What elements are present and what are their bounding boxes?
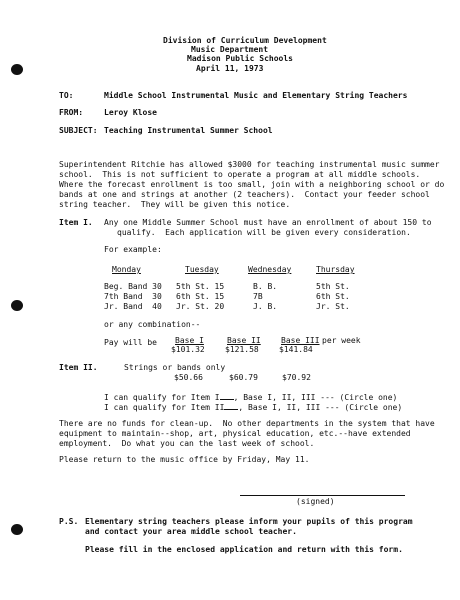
closing-line-2: equipment to maintain--shop, art, physical education, etc.--have extended: [59, 429, 411, 438]
item2-pay-base1: $50.66: [174, 373, 203, 382]
punch-hole-top: [11, 64, 23, 75]
base1-heading: Base I: [175, 336, 204, 345]
item1-line-2: qualify. Each application will be given every consideration.: [117, 228, 411, 237]
punch-hole-middle: [11, 300, 23, 311]
ps-label: P.S.: [59, 517, 79, 526]
pay-label: Pay will be: [104, 338, 157, 347]
intro-line-5: string teacher. They will be given this notice.: [59, 200, 291, 209]
row3-wednesday: J. B.: [253, 302, 278, 311]
from-value: Leroy Klose: [104, 108, 157, 117]
item2-line-1: Strings or bands only: [124, 363, 226, 372]
combination-note: or any combination--: [104, 320, 201, 329]
header-school: Madison Public Schools: [187, 54, 293, 63]
qualify-item2-text: I can qualify for Item II: [104, 403, 225, 412]
row3-tuesday: Jr. St. 20: [176, 302, 225, 311]
base2-heading: Base II: [227, 336, 261, 345]
closing-line-1: There are no funds for clean-up. No other departments in the system that have: [59, 419, 435, 428]
row1-wednesday: B. B.: [253, 282, 278, 291]
item1-pay-base3: $141.84: [279, 345, 313, 354]
to-label: TO:: [59, 91, 74, 100]
item2-pay-base2: $60.79: [229, 373, 258, 382]
intro-line-4: bands at one and strings at another (2 teachers). Contact your feeder school: [59, 190, 430, 199]
punch-hole-bottom: [11, 524, 23, 535]
header-date: April 11, 1973: [196, 64, 264, 73]
item1-label: Item I.: [59, 218, 93, 227]
row2-tuesday: 6th St. 15: [176, 292, 225, 301]
day-monday: Monday: [112, 265, 141, 274]
signature-line: [240, 495, 405, 496]
day-thursday: Thursday: [316, 265, 355, 274]
item1-pay-base1: $101.32: [171, 345, 205, 354]
row2-wednesday: 7B: [253, 292, 263, 301]
item1-line-1: Any one Middle Summer School must have an enrollment of about 150 to: [104, 218, 432, 227]
subject-label: SUBJECT:: [59, 126, 98, 135]
row2-monday: 7th Band 30: [104, 292, 162, 301]
intro-line-1: Superintendent Ritchie has allowed $3000 for teaching instrumental music summer: [59, 160, 440, 169]
ps-line-3: Please fill in the enclosed application and return with this form.: [85, 545, 403, 554]
item1-pay-base2: $121.58: [225, 345, 259, 354]
row2-thursday: 6th St.: [316, 292, 350, 301]
qualify-item1-blank[interactable]: [220, 391, 234, 400]
header-division: Division of Curriculum Development: [163, 36, 327, 45]
item2-label: Item II.: [59, 363, 98, 372]
qualify-item2-blank[interactable]: [224, 401, 238, 410]
header-department: Music Department: [191, 45, 269, 54]
closing-line-3: employment. Do what you can the last week of school.: [59, 439, 315, 448]
base3-heading: Base III: [281, 336, 320, 345]
ps-line-1: Elementary string teachers please inform your pupils of this program: [85, 517, 413, 526]
qualify-item1-choices: , Base I, II, III --- (Circle one): [233, 393, 398, 402]
qualify-item2-line: [104, 401, 402, 413]
subject-value: Teaching Instrumental Summer School: [104, 126, 273, 135]
row3-monday: Jr. Band 40: [104, 302, 162, 311]
per-week-label: per week: [322, 336, 361, 345]
row1-monday: Beg. Band 30: [104, 282, 162, 291]
row3-thursday: Jr. St.: [316, 302, 350, 311]
item1-example: For example:: [104, 245, 162, 254]
to-value: Middle School Instrumental Music and Elementary String Teachers: [104, 91, 408, 100]
signed-label: (signed): [296, 497, 335, 506]
qualify-item2-choices: , Base I, II, III --- (Circle one): [238, 403, 403, 412]
from-label: FROM:: [59, 108, 84, 117]
day-wednesday: Wednesday: [248, 265, 292, 274]
row1-tuesday: 5th St. 15: [176, 282, 225, 291]
item2-pay-base3: $70.92: [282, 373, 311, 382]
day-tuesday: Tuesday: [185, 265, 219, 274]
intro-line-2: school. This is not sufficient to operate a program at all middle schools.: [59, 170, 421, 179]
qualify-item1-text: I can qualify for Item I: [104, 393, 220, 402]
ps-line-2: and contact your area middle school teacher.: [85, 527, 297, 536]
intro-line-3: Where the forecast enrollment is too small, join with a neighboring school or do: [59, 180, 445, 189]
row1-thursday: 5th St.: [316, 282, 350, 291]
return-note: Please return to the music office by Friday, May 11.: [59, 455, 310, 464]
